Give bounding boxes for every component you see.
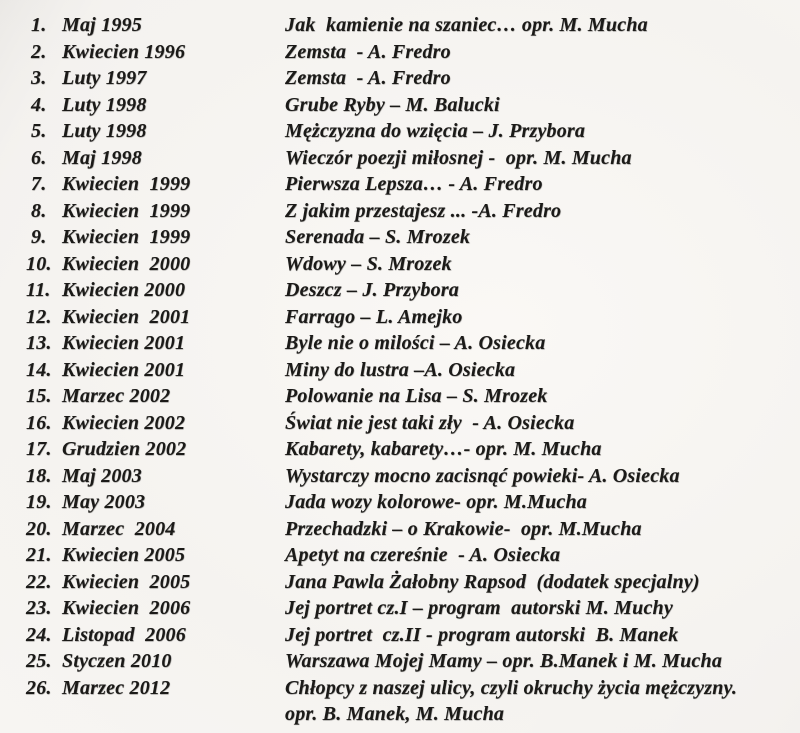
item-number: 12. [26, 305, 52, 328]
list-item [0, 65, 800, 92]
list-item [0, 675, 800, 728]
item-date: Kwiecien 2005 [62, 544, 186, 566]
item-left-column [0, 357, 285, 384]
item-number: 4. [31, 93, 47, 116]
item-left-column [0, 648, 285, 675]
item-title: Polowanie na Lisa – S. Mrozek [285, 385, 548, 407]
item-left-column [0, 39, 285, 66]
item-left-column [0, 595, 285, 622]
item-left-column [0, 516, 285, 543]
item-date: Luty 1997 [62, 67, 147, 89]
item-date: Luty 1998 [62, 93, 147, 116]
list-item [0, 92, 800, 119]
item-title: Zemsta - A. Fredro [285, 40, 451, 63]
repertoire-list [0, 12, 800, 728]
item-left-column [0, 330, 285, 357]
item-number: 20. [26, 517, 52, 540]
item-left-column [0, 277, 285, 304]
item-date: Grudzien 2002 [62, 438, 187, 460]
item-title: Jada wozy kolorowe- opr. M.Mucha [285, 491, 587, 513]
item-title: Serenada – S. Mrozek [285, 226, 471, 248]
item-number: 16. [26, 411, 52, 434]
item-left-column [0, 92, 285, 119]
item-left-column [0, 198, 285, 225]
list-item [0, 622, 800, 649]
list-item [0, 463, 800, 490]
item-left-column [0, 675, 285, 702]
item-number: 15. [26, 385, 52, 407]
item-title: Wdowy – S. Mrozek [285, 252, 452, 275]
item-left-column [0, 410, 285, 437]
item-left-column [0, 251, 285, 278]
item-title: Mężczyzna do wzięcia – J. Przybora [285, 120, 586, 142]
item-title: Wieczór poezji miłosnej - opr. M. Mucha [285, 146, 632, 169]
list-item [0, 569, 800, 596]
item-date: Styczen 2010 [62, 650, 172, 672]
item-title: Deszcz – J. Przybora [285, 279, 459, 301]
list-item [0, 251, 800, 278]
item-number: 13. [26, 332, 52, 354]
item-number: 17. [26, 438, 52, 460]
list-item [0, 224, 800, 251]
item-number: 11. [26, 279, 51, 301]
item-date: Kwiecien 2001 [62, 332, 186, 354]
item-title: Z jakim przestajesz ... -A. Fredro [285, 199, 562, 222]
item-date: Kwiecien 2000 [62, 279, 186, 301]
item-date: Maj 1998 [62, 146, 142, 169]
item-date: Luty 1998 [62, 120, 147, 142]
item-date: Kwiecien 2000 [62, 252, 191, 275]
item-title: Apetyt na czereśnie - A. Osiecka [285, 544, 561, 566]
item-left-column [0, 463, 285, 490]
item-date: Kwiecien 1999 [62, 199, 191, 222]
list-item [0, 595, 800, 622]
item-title: Chłopcy z naszej ulicy, czyli okruchy życia mężczyzny. opr. B. Manek, M. Mucha [285, 675, 800, 728]
item-date: Kwiecien 2005 [62, 570, 191, 593]
item-number: 22. [26, 570, 52, 593]
item-number: 18. [26, 464, 52, 487]
item-number: 2. [31, 40, 47, 63]
list-item [0, 277, 800, 304]
list-item [0, 357, 800, 384]
item-date: Marzec 2002 [62, 385, 171, 407]
item-date: Kwiecien 2001 [62, 305, 191, 328]
list-item [0, 330, 800, 357]
list-item [0, 171, 800, 198]
item-date: Maj 1995 [62, 14, 142, 36]
item-number: 25. [26, 650, 52, 672]
list-item [0, 145, 800, 172]
list-item [0, 489, 800, 516]
item-title: Świat nie jest taki zły - A. Osiecka [285, 411, 575, 434]
item-left-column [0, 118, 285, 145]
list-item [0, 39, 800, 66]
list-item [0, 516, 800, 543]
item-left-column [0, 171, 285, 198]
item-left-column [0, 569, 285, 596]
item-title-continuation: opr. B. Manek, M. Mucha [285, 703, 505, 725]
item-number: 1. [31, 14, 47, 36]
item-date: Kwiecien 2001 [62, 358, 186, 381]
item-left-column [0, 436, 285, 463]
item-title: Miny do lustra –A. Osiecka [285, 358, 516, 381]
item-number: 7. [31, 173, 47, 195]
item-title: Jana Pawla Żałobny Rapsod (dodatek specjalny) [285, 570, 700, 593]
item-date: Marzec 2004 [62, 517, 176, 540]
item-number: 14. [26, 358, 52, 381]
item-title: Warszawa Mojej Mamy – opr. B.Manek i M. Mucha [285, 650, 723, 672]
item-date: Kwiecien 1999 [62, 173, 191, 195]
list-item [0, 648, 800, 675]
item-number: 9. [31, 226, 47, 248]
list-item [0, 198, 800, 225]
item-title: Grube Ryby – M. Balucki [285, 93, 500, 116]
item-title: Zemsta - A. Fredro [285, 67, 451, 89]
item-date: Kwiecien 1999 [62, 226, 191, 248]
list-item [0, 304, 800, 331]
item-number: 8. [31, 199, 47, 222]
item-number: 23. [26, 597, 52, 619]
item-number: 5. [31, 120, 47, 142]
item-left-column [0, 622, 285, 649]
item-title: Jej portret cz.II - program autorski B. Manek [285, 623, 679, 646]
item-left-column [0, 383, 285, 410]
item-title: Kabarety, kabarety…- opr. M. Mucha [285, 438, 602, 460]
item-number: 26. [26, 676, 52, 699]
item-title: Farrago – L. Amejko [285, 305, 463, 328]
item-date: Kwiecien 2002 [62, 411, 186, 434]
list-item [0, 12, 800, 39]
list-item [0, 118, 800, 145]
item-number: 19. [26, 491, 52, 513]
item-number: 21. [26, 544, 52, 566]
item-number: 3. [31, 67, 47, 89]
list-item [0, 542, 800, 569]
item-title: Pierwsza Lepsza… - A. Fredro [285, 173, 543, 195]
item-title: Wystarczy mocno zacisnąć powieki- A. Osiecka [285, 464, 680, 487]
item-left-column [0, 304, 285, 331]
item-date: Maj 2003 [62, 464, 142, 487]
list-item [0, 410, 800, 437]
item-date: Listopad 2006 [62, 623, 186, 646]
item-title: Jej portret cz.I – program autorski M. Muchy [285, 597, 673, 619]
list-item [0, 383, 800, 410]
item-number: 6. [31, 146, 47, 169]
list-item [0, 436, 800, 463]
item-date: Marzec 2012 [62, 676, 171, 699]
item-number: 10. [26, 252, 52, 275]
item-left-column [0, 12, 285, 39]
item-left-column [0, 224, 285, 251]
item-left-column [0, 65, 285, 92]
item-title: Przechadzki – o Krakowie- opr. M.Mucha [285, 517, 642, 540]
item-left-column [0, 489, 285, 516]
item-title: Byle nie o milości – A. Osiecka [285, 332, 546, 354]
item-date: May 2003 [62, 491, 146, 513]
item-title: Jak kamienie na szaniec… opr. M. Mucha [285, 14, 648, 36]
item-date: Kwiecien 1996 [62, 40, 186, 63]
item-left-column [0, 542, 285, 569]
item-left-column [0, 145, 285, 172]
item-number: 24. [26, 623, 52, 646]
item-date: Kwiecien 2006 [62, 597, 191, 619]
